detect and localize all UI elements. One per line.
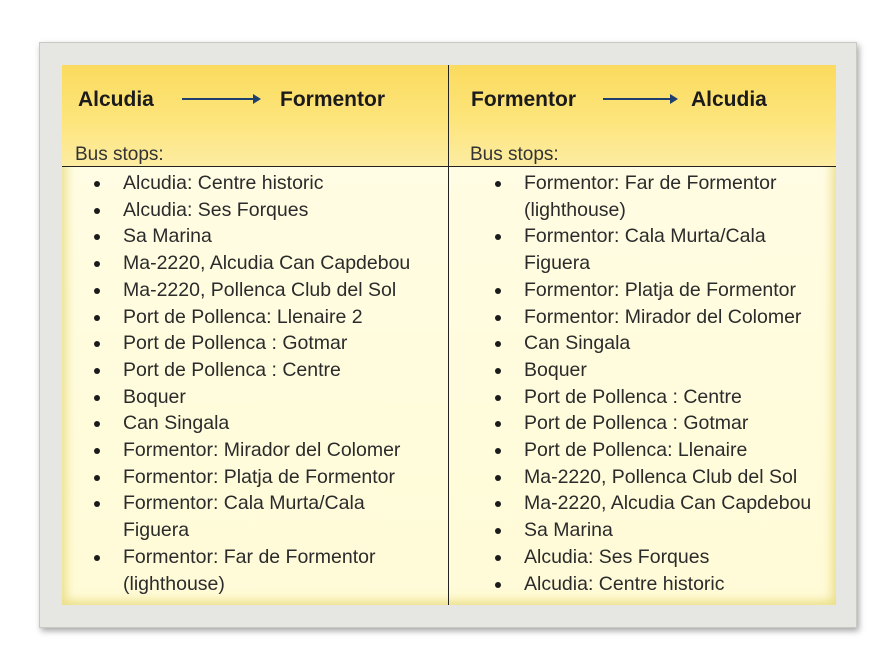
bullet-icon — [495, 475, 501, 481]
bullet-icon — [94, 341, 100, 347]
list-item: Sa Marina — [524, 517, 836, 544]
list-item: Can Singala — [524, 330, 836, 357]
bullet-icon — [94, 288, 100, 294]
list-item: Ma-2220, Pollenca Club del Sol — [123, 277, 441, 304]
bullet-icon — [94, 448, 100, 454]
list-item: Formentor: Mirador del Colomer — [123, 437, 441, 464]
bullet-icon — [495, 181, 501, 187]
list-item: Formentor: Far de Formentor (lighthouse) — [524, 170, 814, 223]
bullet-icon — [495, 368, 501, 374]
list-item: Sa Marina — [123, 223, 441, 250]
list-item: Alcudia: Centre historic — [524, 571, 836, 598]
bullet-icon — [495, 582, 501, 588]
list-item: Alcudia: Ses Forques — [524, 544, 836, 571]
right-route-title — [471, 86, 811, 114]
bullet-icon — [94, 234, 100, 240]
bullet-icon — [495, 395, 501, 401]
right-route-to: Alcudia — [691, 88, 767, 111]
bullet-icon — [94, 368, 100, 374]
right-bus-stops-label: Bus stops: — [470, 144, 559, 165]
left-bus-stops-label: Bus stops: — [75, 144, 164, 165]
arrow-icon — [182, 98, 254, 100]
list-item: Ma-2220, Alcudia Can Capdebou — [123, 250, 441, 277]
list-item: Formentor: Platja de Formentor — [123, 464, 441, 491]
list-item: Formentor: Platja de Formentor — [524, 277, 836, 304]
bullet-icon — [495, 448, 501, 454]
bullet-icon — [94, 261, 100, 267]
bullet-icon — [94, 208, 100, 214]
bullet-icon — [94, 421, 100, 427]
list-item: Port de Pollenca : Gotmar — [123, 330, 441, 357]
bullet-icon — [495, 555, 501, 561]
list-item: Port de Pollenca: Llenaire — [524, 437, 836, 464]
arrow-icon — [603, 98, 671, 100]
bullet-icon — [495, 421, 501, 427]
list-item: Port de Pollenca : Centre — [524, 384, 836, 411]
list-item: Boquer — [524, 357, 836, 384]
slide-frame — [39, 42, 857, 628]
right-stop-list — [524, 170, 836, 597]
bullet-icon — [495, 288, 501, 294]
bullet-icon — [495, 528, 501, 534]
bullet-icon — [94, 315, 100, 321]
bullet-icon — [94, 395, 100, 401]
bullet-icon — [495, 501, 501, 507]
list-item: Formentor: Far de Formentor (lighthouse) — [123, 544, 413, 597]
list-item: Can Singala — [123, 410, 441, 437]
bullet-icon — [495, 315, 501, 321]
bullet-icon — [495, 234, 501, 240]
bus-route-table — [62, 65, 836, 605]
list-item: Formentor: Mirador del Colomer — [524, 304, 836, 331]
list-item: Port de Pollenca : Gotmar — [524, 410, 836, 437]
column-divider — [448, 65, 449, 605]
list-item: Port de Pollenca : Centre — [123, 357, 441, 384]
list-item: Boquer — [123, 384, 441, 411]
list-item: Formentor: Cala Murta/Cala Figuera — [123, 490, 393, 543]
bullet-icon — [94, 475, 100, 481]
list-item: Port de Pollenca: Llenaire 2 — [123, 304, 441, 331]
bullet-icon — [94, 555, 100, 561]
list-item: Alcudia: Ses Forques — [123, 197, 441, 224]
bullet-icon — [495, 341, 501, 347]
list-item: Ma-2220, Alcudia Can Capdebou — [524, 490, 836, 517]
list-item: Formentor: Cala Murta/Cala Figuera — [524, 223, 804, 276]
left-route-from: Alcudia — [78, 88, 154, 111]
right-route-from: Formentor — [471, 88, 576, 111]
list-item: Alcudia: Centre historic — [123, 170, 441, 197]
left-stop-list — [123, 170, 441, 597]
left-route-to: Formentor — [280, 88, 385, 111]
bullet-icon — [94, 501, 100, 507]
table-header — [62, 65, 836, 167]
left-route-title — [78, 86, 408, 114]
header-divider — [62, 166, 836, 167]
list-item: Ma-2220, Pollenca Club del Sol — [524, 464, 836, 491]
bullet-icon — [94, 181, 100, 187]
